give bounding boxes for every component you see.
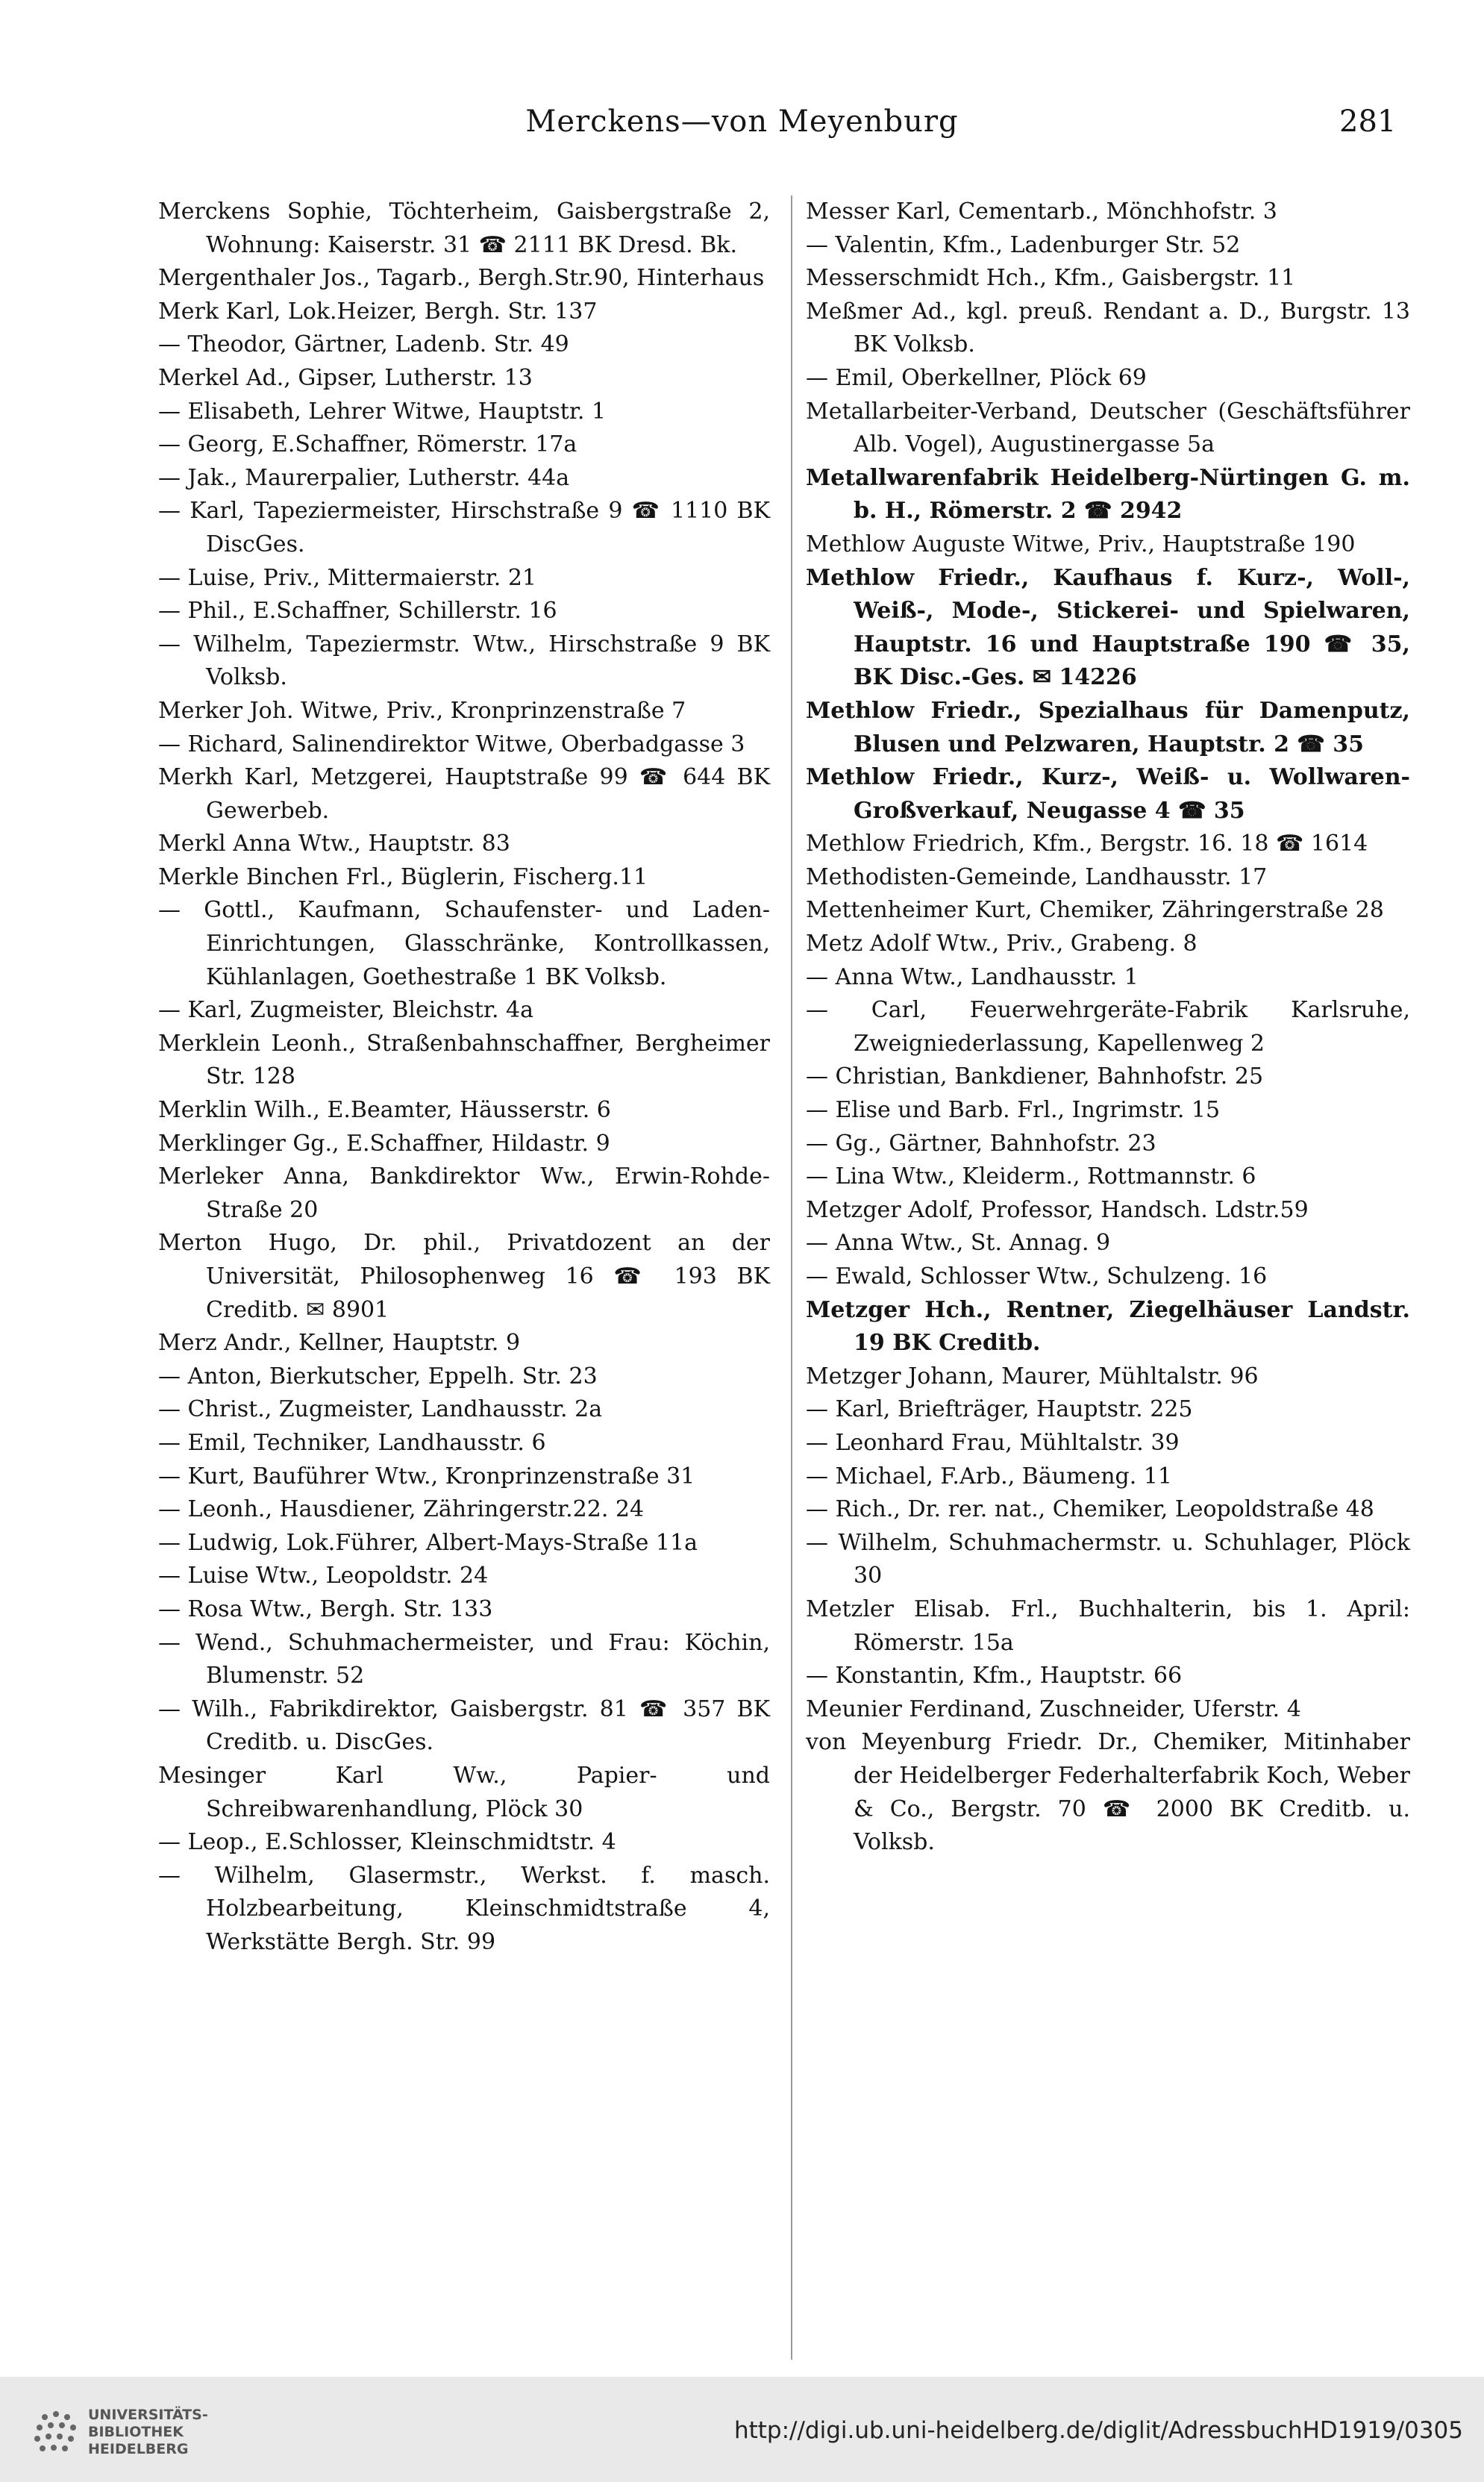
directory-entry: — Leop., E.Schlosser, Kleinschmidtstr. 4 bbox=[158, 1829, 616, 1856]
directory-entry: — Georg, E.Schaffner, Römerstr. 17a bbox=[158, 431, 577, 458]
directory-entry: Merklein Leonh., Straßenbahnschaffner, Bergheimer Str. 128 bbox=[158, 1030, 770, 1090]
directory-entry: Metallarbeiter-Verband, Deutscher (Geschäftsführer Alb. Vogel), Augustinergasse 5a bbox=[806, 398, 1410, 458]
directory-entry: Metzger Adolf, Professor, Handsch. Ldstr.59 bbox=[806, 1196, 1309, 1223]
directory-entry: Merkh Karl, Metzgerei, Hauptstraße 99 ☎ 644 BK Gewerbeb. bbox=[158, 764, 770, 824]
directory-entry: Methlow Friedr., Kaufhaus f. Kurz-, Woll-, Weiß-, Mode-, Stickerei- und Spielwaren, Hauptstr. 16 und Hauptstraße 190 ☎ 35, BK Disc.-Ges. ✉ 14226 bbox=[806, 564, 1410, 691]
directory-entry: Merker Joh. Witwe, Priv., Kronprinzenstraße 7 bbox=[158, 697, 686, 724]
directory-entry: Messerschmidt Hch., Kfm., Gaisbergstr. 11 bbox=[806, 265, 1296, 292]
directory-entry: — Leonhard Frau, Mühltalstr. 39 bbox=[806, 1429, 1180, 1456]
directory-entry: Mettenheimer Kurt, Chemiker, Zähringerstraße 28 bbox=[806, 897, 1384, 924]
directory-entry: — Konstantin, Kfm., Hauptstr. 66 bbox=[806, 1663, 1183, 1689]
directory-entry: — Rosa Wtw., Bergh. Str. 133 bbox=[158, 1595, 493, 1622]
directory-entry: — Wilhelm, Schuhmachermstr. u. Schuhlager, Plöck 30 bbox=[806, 1529, 1410, 1589]
directory-entry: — Christ., Zugmeister, Landhausstr. 2a bbox=[158, 1396, 603, 1423]
directory-entry: — Rich., Dr. rer. nat., Chemiker, Leopoldstraße 48 bbox=[806, 1496, 1374, 1523]
directory-entry: Messer Karl, Cementarb., Mönchhofstr. 3 bbox=[806, 199, 1277, 225]
directory-entry: — Wend., Schuhmachermeister, und Frau: Köchin, Blumenstr. 52 bbox=[158, 1629, 770, 1689]
directory-entry: — Luise, Priv., Mittermaierstr. 21 bbox=[158, 564, 536, 591]
directory-entry: — Elisabeth, Lehrer Witwe, Hauptstr. 1 bbox=[158, 398, 607, 425]
directory-entry: Metz Adolf Wtw., Priv., Grabeng. 8 bbox=[806, 931, 1197, 957]
directory-entry: — Theodor, Gärtner, Ladenb. Str. 49 bbox=[158, 331, 569, 358]
directory-entry: — Karl, Briefträger, Hauptstr. 225 bbox=[806, 1396, 1193, 1423]
directory-entry: Methlow Friedr., Spezialhaus für Damenputz, Blusen und Pelzwaren, Hauptstr. 2 ☎ 35 bbox=[806, 697, 1410, 757]
directory-entry: Methlow Auguste Witwe, Priv., Hauptstraße 190 bbox=[806, 531, 1356, 557]
directory-entry: Merkle Binchen Frl., Büglerin, Fischerg.11 bbox=[158, 863, 648, 890]
directory-entry: Merz Andr., Kellner, Hauptstr. 9 bbox=[158, 1330, 521, 1357]
directory-entry: Merkel Ad., Gipser, Lutherstr. 13 bbox=[158, 364, 533, 391]
directory-entry: Methlow Friedrich, Kfm., Bergstr. 16. 18 ☎ 1614 bbox=[806, 831, 1368, 857]
directory-entry: — Richard, Salinendirektor Witwe, Oberbadgasse 3 bbox=[158, 731, 745, 757]
directory-entry: — Wilh., Fabrikdirektor, Gaisbergstr. 81 ☎ 357 BK Creditb. u. DiscGes. bbox=[158, 1695, 770, 1756]
directory-entry: Metallwarenfabrik Heidelberg-Nürtingen G. m. b. H., Römerstr. 2 ☎ 2942 bbox=[806, 464, 1410, 525]
directory-entry: Mergenthaler Jos., Tagarb., Bergh.Str.90, Hinterhaus bbox=[158, 265, 765, 292]
directory-entry: — Karl, Tapeziermeister, Hirschstraße 9 ☎ 1110 BK DiscGes. bbox=[158, 498, 770, 557]
directory-entry: — Emil, Oberkellner, Plöck 69 bbox=[806, 364, 1147, 391]
directory-entry: Merklinger Gg., E.Schaffner, Hildastr. 9 bbox=[158, 1130, 610, 1157]
directory-entry: Merk Karl, Lok.Heizer, Bergh. Str. 137 bbox=[158, 298, 598, 325]
directory-entry: — Wilhelm, Glasermstr., Werkst. f. masch. Holzbearbeitung, Kleinschmidtstraße 4, Werkstätte Bergh. Str. 99 bbox=[158, 1862, 770, 1955]
library-name bbox=[88, 2407, 208, 2458]
directory-entry: — Leonh., Hausdiener, Zähringerstr.22. 24 bbox=[158, 1496, 645, 1523]
directory-entry: Merkl Anna Wtw., Hauptstr. 83 bbox=[158, 831, 510, 857]
directory-entry: — Kurt, Bauführer Wtw., Kronprinzenstraße 31 bbox=[158, 1463, 695, 1489]
directory-entry: Merckens Sophie, Töchterheim, Gaisbergstraße 2, Wohnung: Kaiserstr. 31 ☎ 2111 BK Dresd. Bk. bbox=[158, 199, 770, 258]
library-name-line: BIBLIOTHEK bbox=[88, 2424, 184, 2440]
directory-entry: — Lina Wtw., Kleiderm., Rottmannstr. 6 bbox=[806, 1163, 1256, 1190]
directory-entry: — Anton, Bierkutscher, Eppelh. Str. 23 bbox=[158, 1363, 598, 1390]
directory-entry: — Gg., Gärtner, Bahnhofstr. 23 bbox=[806, 1130, 1156, 1157]
directory-entry: — Jak., Maurerpalier, Lutherstr. 44a bbox=[158, 464, 570, 491]
left-column bbox=[158, 196, 770, 1959]
page-number: 281 bbox=[1339, 104, 1397, 139]
page-header-title: Merckens—von Meyenburg bbox=[525, 104, 959, 139]
column-divider bbox=[791, 196, 792, 2360]
directory-entry: — Anna Wtw., Landhausstr. 1 bbox=[806, 963, 1139, 990]
directory-entry: Metzler Elisab. Frl., Buchhalterin, bis 1. April: Römerstr. 15a bbox=[806, 1595, 1410, 1656]
directory-entry: — Ewald, Schlosser Wtw., Schulzeng. 16 bbox=[806, 1263, 1268, 1290]
university-library-logo-icon bbox=[30, 2407, 82, 2459]
directory-entry: — Elise und Barb. Frl., Ingrimstr. 15 bbox=[806, 1097, 1221, 1124]
directory-entry: Meßmer Ad., kgl. preuß. Rendant a. D., Burgstr. 13 BK Volksb. bbox=[806, 298, 1410, 358]
directory-entry: Methodisten-Gemeinde, Landhausstr. 17 bbox=[806, 863, 1268, 890]
directory-entry: — Anna Wtw., St. Annag. 9 bbox=[806, 1230, 1111, 1257]
library-name-line: UNIVERSITÄTS- bbox=[88, 2407, 208, 2423]
directory-entry: — Wilhelm, Tapeziermstr. Wtw., Hirschstraße 9 BK Volksb. bbox=[158, 631, 770, 691]
library-name-line: HEIDELBERG bbox=[88, 2441, 189, 2457]
right-column bbox=[806, 196, 1410, 1860]
directory-entry: Mesinger Karl Ww., Papier- und Schreibwarenhandlung, Plöck 30 bbox=[158, 1762, 770, 1822]
source-url-link[interactable]: http://digi.ub.uni-heidelberg.de/diglit/AdressbuchHD1919/0305 bbox=[733, 2417, 1463, 2444]
directory-entry: — Karl, Zugmeister, Bleichstr. 4a bbox=[158, 997, 533, 1024]
directory-entry: Merton Hugo, Dr. phil., Privatdozent an der Universität, Philosophenweg 16 ☎ 193 BK Creditb. ✉ 8901 bbox=[158, 1230, 770, 1323]
directory-entry: — Christian, Bankdiener, Bahnhofstr. 25 bbox=[806, 1063, 1264, 1090]
directory-entry: — Valentin, Kfm., Ladenburger Str. 52 bbox=[806, 231, 1241, 258]
directory-entry: — Carl, Feuerwehrgeräte-Fabrik Karlsruhe, Zweigniederlassung, Kapellenweg 2 bbox=[806, 997, 1410, 1057]
directory-entry: — Luise Wtw., Leopoldstr. 24 bbox=[158, 1563, 489, 1589]
directory-entry: Metzger Johann, Maurer, Mühltalstr. 96 bbox=[806, 1363, 1259, 1390]
directory-entry: — Emil, Techniker, Landhausstr. 6 bbox=[158, 1429, 546, 1456]
directory-entry: Methlow Friedr., Kurz-, Weiß- u. Wollwaren-Großverkauf, Neugasse 4 ☎ 35 bbox=[806, 764, 1410, 824]
directory-entry: von Meyenburg Friedr. Dr., Chemiker, Mitinhaber der Heidelberger Federhalterfabrik Koch, Weber & Co., Bergstr. 70 ☎ 2000 BK Creditb. u. Volksb. bbox=[806, 1729, 1410, 1856]
directory-entry: — Ludwig, Lok.Führer, Albert-Mays-Straße 11a bbox=[158, 1529, 698, 1556]
directory-entry: — Michael, F.Arb., Bäumeng. 11 bbox=[806, 1463, 1173, 1489]
footer-bar bbox=[0, 2377, 1484, 2482]
directory-entry: — Phil., E.Schaffner, Schillerstr. 16 bbox=[158, 598, 557, 625]
directory-entry: — Gottl., Kaufmann, Schaufenster- und Laden-Einrichtungen, Glasschränke, Kontrollkassen, Kühlanlagen, Goethestraße 1 BK Volksb. bbox=[158, 897, 770, 990]
directory-entry: Metzger Hch., Rentner, Ziegelhäuser Landstr. 19 BK Creditb. bbox=[806, 1296, 1410, 1357]
directory-entry: Meunier Ferdinand, Zuschneider, Uferstr. 4 bbox=[806, 1695, 1301, 1722]
directory-entry: Merklin Wilh., E.Beamter, Häusserstr. 6 bbox=[158, 1097, 611, 1124]
directory-entry: Merleker Anna, Bankdirektor Ww., Erwin-Rohde-Straße 20 bbox=[158, 1163, 770, 1223]
